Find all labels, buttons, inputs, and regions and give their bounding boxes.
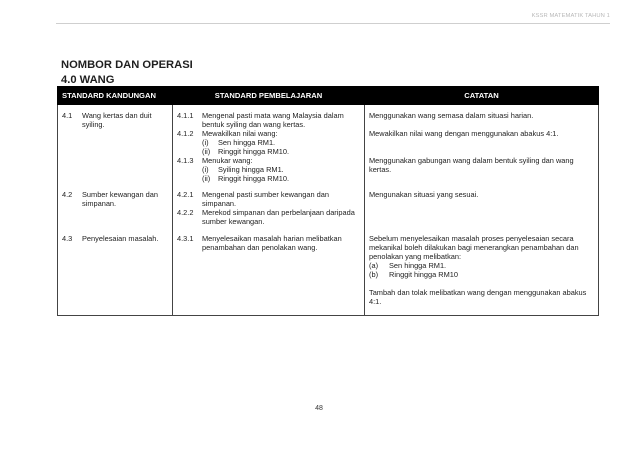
table-header-row	[58, 87, 599, 105]
sp-text: Mengenal pasti sumber kewangan dan simpanan.	[202, 190, 329, 208]
catatan-cell	[365, 184, 599, 228]
catatan-list-number: (b)	[369, 270, 379, 279]
catatan-text: Menggunakan gabungan wang dalam bentuk syiling dan wang kertas.	[369, 156, 574, 174]
catatan-text: Tambah dan tolak melibatkan wang dengan menggunakan abakus 4:1.	[369, 288, 587, 306]
table-row	[58, 105, 599, 185]
sp-sub-text: Ringgit hingga RM10.	[218, 174, 290, 183]
sp-text: Menukar wang:	[202, 156, 253, 165]
title-line-1: NOMBOR DAN OPERASI	[61, 59, 193, 71]
running-header: KSSR MATEMATIK TAHUN 1	[531, 13, 610, 19]
sk-text: Sumber kewangan dan simpanan.	[82, 190, 159, 208]
sp-text: Mengenal pasti mata wang Malaysia dalam bentuk syiling dan wang kertas.	[202, 111, 344, 129]
sp-sub-number: (ii)	[202, 174, 211, 183]
catatan-text: Sebelum menyelesaikan masalah proses penyelesaian secara mekanikal boleh dilakukan bagi menerangkan penambahan dan penolakan yang melibatkan:	[369, 234, 579, 261]
sk-cell	[58, 184, 173, 228]
sp-sub-number: (ii)	[202, 147, 211, 156]
catatan-cell	[365, 105, 599, 185]
sk-number: 4.1	[62, 111, 73, 120]
sp-sub-number: (i)	[202, 165, 209, 174]
catatan-cell	[365, 228, 599, 316]
header-catatan: CATATAN	[365, 87, 599, 105]
sp-cell	[173, 228, 365, 316]
sk-text: Penyelesaian masalah.	[82, 234, 159, 243]
sp-cell	[173, 184, 365, 228]
sp-text: Mewakilkan nilai wang:	[202, 129, 278, 138]
sp-number: 4.1.3	[177, 156, 194, 165]
header-divider	[56, 23, 610, 24]
catatan-text: Mewakilkan nilai wang dengan menggunakan abakus 4:1.	[369, 129, 559, 138]
sk-number: 4.2	[62, 190, 73, 199]
sp-number: 4.2.2	[177, 208, 194, 217]
catatan-list-text: Ringgit hingga RM10	[389, 270, 459, 279]
sp-number: 4.1.1	[177, 111, 194, 120]
section-title	[61, 58, 193, 88]
sp-sub-text: Ringgit hingga RM10.	[218, 147, 290, 156]
table-row	[58, 228, 599, 316]
sk-text: Wang kertas dan duit syiling.	[82, 111, 152, 129]
catatan-text: Menggunakan wang semasa dalam situasi harian.	[369, 111, 534, 120]
curriculum-table	[57, 86, 599, 316]
catatan-list-number: (a)	[369, 261, 379, 270]
sk-number: 4.3	[62, 234, 73, 243]
page-number: 48	[315, 405, 323, 412]
sp-sub-number: (i)	[202, 138, 209, 147]
sp-cell	[173, 105, 365, 185]
sk-cell	[58, 228, 173, 316]
sp-sub-text: Syiling hingga RM1.	[218, 165, 284, 174]
sp-number: 4.3.1	[177, 234, 194, 243]
sp-number: 4.2.1	[177, 190, 194, 199]
header-standard-kandungan: STANDARD KANDUNGAN	[58, 87, 173, 105]
sp-text: Merekod simpanan dan perbelanjaan daripada sumber kewangan.	[202, 208, 355, 226]
header-standard-pembelajaran: STANDARD PEMBELAJARAN	[173, 87, 365, 105]
table-row	[58, 184, 599, 228]
sk-cell	[58, 105, 173, 185]
sp-text: Menyelesaikan masalah harian melibatkan penambahan dan penolakan wang.	[202, 234, 342, 252]
title-line-2: 4.0 WANG	[61, 74, 115, 86]
catatan-text: Mengunakan situasi yang sesuai.	[369, 190, 479, 199]
catatan-list-text: Sen hingga RM1.	[389, 261, 447, 270]
sp-number: 4.1.2	[177, 129, 194, 138]
sp-sub-text: Sen hingga RM1.	[218, 138, 276, 147]
